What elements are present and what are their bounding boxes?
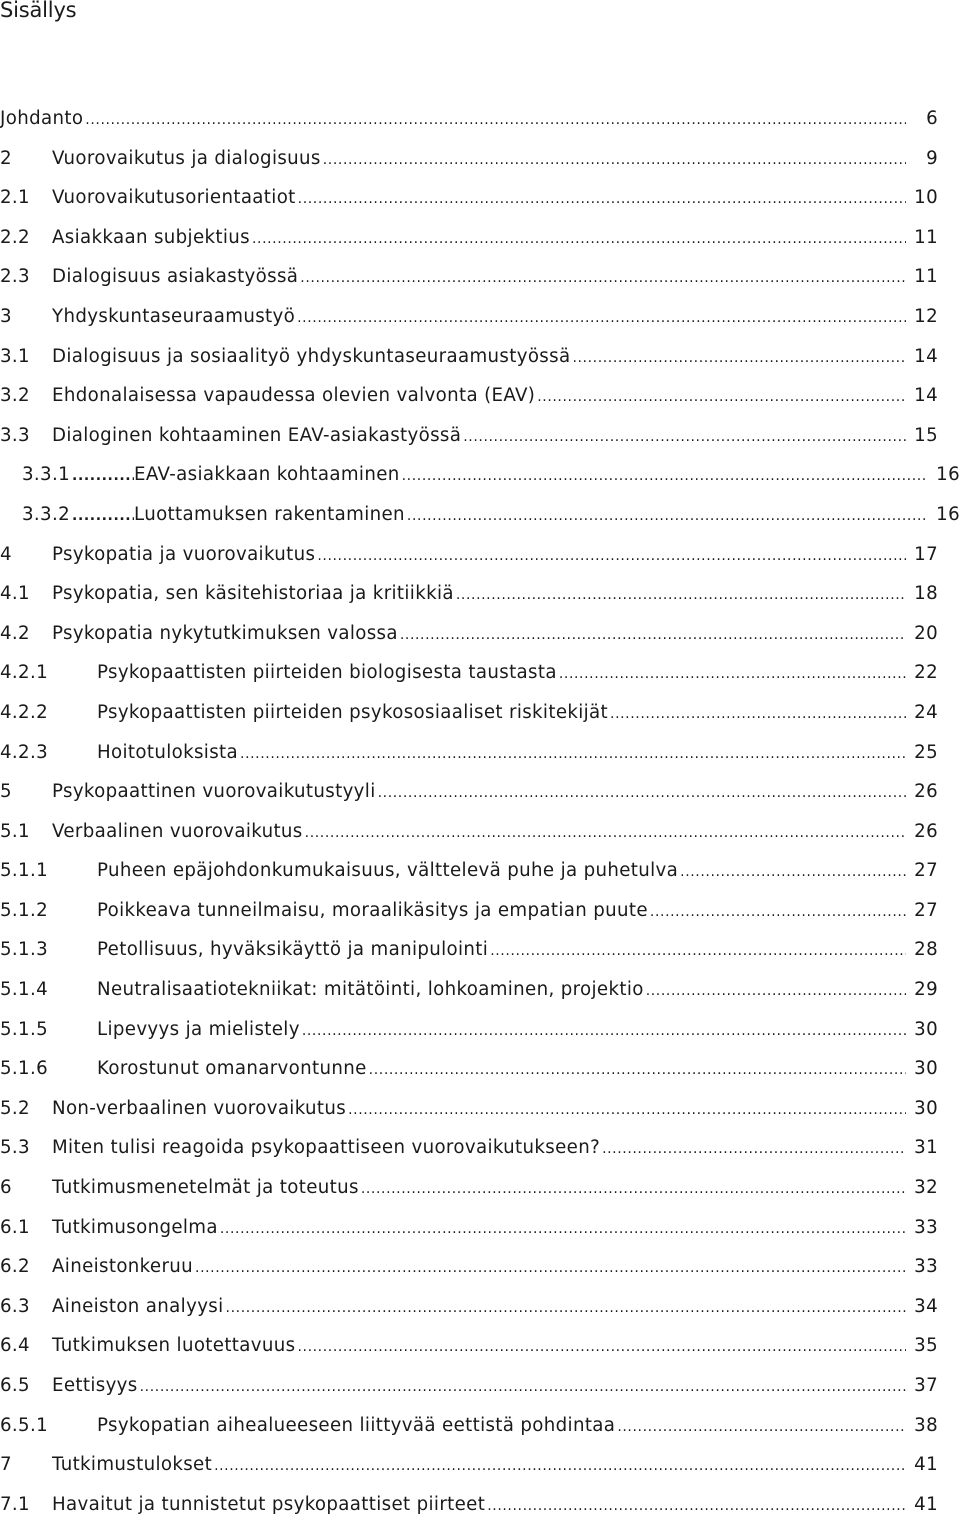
toc-leader-dots <box>220 1221 906 1237</box>
toc-entry-number: 7 <box>0 1454 12 1476</box>
toc-entry-page: 9 <box>926 147 938 169</box>
toc-entry-number: 4.1 <box>0 583 30 605</box>
toc-entry[interactable] <box>0 1256 938 1296</box>
toc-entry-label: Petollisuus, hyväksikäyttö ja manipulointi <box>97 939 489 961</box>
toc-entry[interactable] <box>0 1019 938 1059</box>
toc-entry[interactable] <box>0 266 938 306</box>
toc-leader-dots <box>537 389 906 405</box>
toc-entry[interactable] <box>0 306 938 346</box>
toc-entry-number: 3.3 <box>0 424 30 446</box>
toc-entry-page: 38 <box>914 1414 938 1436</box>
toc-entry-label: Asiakkaan subjektius <box>52 226 250 248</box>
toc-entry-label: Yhdyskuntaseuraamustyö <box>52 305 296 327</box>
toc-entry-number: 4.2 <box>0 622 30 644</box>
toc-entry[interactable] <box>0 544 938 584</box>
toc-entry[interactable] <box>0 742 938 782</box>
toc-entry-page: 16 <box>936 503 960 525</box>
toc-entry-page: 22 <box>914 662 938 684</box>
toc-entry-label: Psykopaattisten piirteiden biologisesta taustasta <box>97 662 557 684</box>
toc-entry-number: 2.3 <box>0 266 30 288</box>
toc-entry[interactable] <box>0 1217 938 1257</box>
toc-leader-dots <box>302 1023 906 1039</box>
toc-entry-page: 31 <box>914 1137 938 1159</box>
toc-entry[interactable] <box>0 702 938 742</box>
toc-leader-dots <box>252 231 906 247</box>
toc-entry-page: 29 <box>914 979 938 1001</box>
toc-leader-dots <box>195 1260 906 1276</box>
toc-entry-label: Neutralisaatiotekniikat: mitätöinti, lohkoaminen, projektio <box>97 979 644 1001</box>
toc-entry-label: Ehdonalaisessa vapaudessa olevien valvonta (EAV) <box>52 385 536 407</box>
toc-entry-label: Havaitut ja tunnistetut psykopaattiset piirteet <box>52 1493 486 1515</box>
toc-entry[interactable] <box>0 425 938 465</box>
toc-entry-number: 5.2 <box>0 1097 30 1119</box>
toc-entry-number: 5 <box>0 781 12 803</box>
toc-entry[interactable] <box>0 464 960 504</box>
toc-entry-page: 30 <box>914 1058 938 1080</box>
toc-entry-number: 4.2.1 <box>0 662 49 684</box>
toc-entry-number: 5.1.3 <box>0 939 49 961</box>
toc-entry-page: 41 <box>914 1493 938 1515</box>
toc-entry-number: 3.3.2 <box>22 503 71 525</box>
toc-entry-number: 3.3.1 <box>22 464 71 486</box>
toc-entry[interactable] <box>0 108 938 148</box>
toc-entry-label: Tutkimusmenetelmät ja toteutus <box>52 1177 359 1199</box>
toc-leader-dots <box>407 508 928 524</box>
toc-entry-page: 15 <box>914 424 938 446</box>
toc-entry-page: 11 <box>914 266 938 288</box>
toc-entry[interactable] <box>0 227 938 267</box>
toc-entry-page: 20 <box>914 622 938 644</box>
toc-entry[interactable] <box>0 1058 938 1098</box>
toc-leader-dots <box>348 1102 906 1118</box>
toc-leader-dots <box>240 746 906 762</box>
toc-entry-label: Dialogisuus ja sosiaalityö yhdyskuntaseuraamustyössä <box>52 345 571 367</box>
toc-entry-label: Non-verbaalinen vuorovaikutus <box>52 1097 347 1119</box>
toc-leader-dots <box>317 548 906 564</box>
toc-entry-number: 6.2 <box>0 1256 30 1278</box>
toc-entry-label: Psykopatia, sen käsitehistoriaa ja kritiikkiä <box>52 583 454 605</box>
toc-entry-label: Tutkimustulokset <box>52 1454 213 1476</box>
toc-entry-page: 16 <box>936 464 960 486</box>
toc-leader-dots <box>297 1339 906 1355</box>
toc-entry-number: 6.4 <box>0 1335 30 1357</box>
toc-entry-label: Psykopatian aihealueeseen liittyvää eettistä pohdintaa <box>97 1414 616 1436</box>
toc-leader-dots <box>487 1498 906 1514</box>
toc-entry-page: 18 <box>914 583 938 605</box>
toc-entry-number: 2.1 <box>0 187 30 209</box>
toc-leader-dots <box>226 1300 906 1316</box>
toc-entry-label: Miten tulisi reagoida psykopaattiseen vuorovaikutukseen? <box>52 1137 601 1159</box>
toc-entry-page: 34 <box>914 1295 938 1317</box>
toc-entry-page: 30 <box>914 1097 938 1119</box>
table-of-contents <box>0 108 960 1533</box>
toc-entry-number: 3.2 <box>0 385 30 407</box>
toc-entry-page: 41 <box>914 1454 938 1476</box>
toc-leader-dots <box>298 191 906 207</box>
toc-leader-dots <box>572 350 906 366</box>
toc-entry-label: Eettisyys <box>52 1375 138 1396</box>
toc-entry-number: 5.1.4 <box>0 979 49 1001</box>
toc-entry-number: 7.1 <box>0 1493 30 1515</box>
toc-entry[interactable] <box>0 1296 938 1336</box>
toc-entry[interactable] <box>0 939 938 979</box>
toc-entry-page: 27 <box>914 899 938 921</box>
toc-entry-label: Luottamuksen rakentaminen <box>134 503 405 525</box>
toc-entry[interactable] <box>0 1335 938 1375</box>
toc-entry-label: Vuorovaikutus ja dialogisuus <box>52 147 321 169</box>
toc-leader-dots <box>369 1062 906 1078</box>
toc-entry-page: 10 <box>914 187 938 209</box>
toc-entry[interactable] <box>0 662 938 702</box>
toc-entry-number: 5.1 <box>0 820 30 842</box>
toc-entry[interactable] <box>0 979 938 1019</box>
toc-entry-label: Lipevyys ja mielistely <box>97 1018 300 1040</box>
toc-entry-page: 33 <box>914 1216 938 1238</box>
toc-leader-dots <box>361 1181 906 1197</box>
toc-entry-page: 25 <box>914 741 938 763</box>
toc-leader-dots <box>300 270 906 286</box>
toc-entry-label: Tutkimusongelma <box>52 1216 218 1238</box>
toc-entry-page: 24 <box>914 701 938 723</box>
toc-entry[interactable] <box>0 623 938 663</box>
toc-entry-page: 17 <box>914 543 938 565</box>
toc-leader-dots <box>610 706 906 722</box>
toc-entry-page: 26 <box>914 781 938 803</box>
toc-entry-number: 4.2.2 <box>0 701 49 723</box>
toc-entry[interactable] <box>0 148 938 188</box>
toc-entry-number: 4.2.3 <box>0 741 49 763</box>
toc-leader-dots <box>214 1458 906 1474</box>
toc-leader-dots <box>602 1141 906 1157</box>
toc-entry-page: 37 <box>914 1375 938 1396</box>
toc-leader-dots <box>490 943 906 959</box>
toc-leader-dots <box>463 429 906 445</box>
toc-entry[interactable] <box>0 346 938 386</box>
toc-entry-label: Verbaalinen vuorovaikutus <box>52 820 303 842</box>
toc-entry-page: 6 <box>926 108 938 129</box>
toc-entry-number: 5.1.2 <box>0 899 49 921</box>
toc-leader-dots <box>297 310 906 326</box>
toc-entry-number: 6.5 <box>0 1375 30 1396</box>
toc-entry[interactable] <box>0 1098 938 1138</box>
toc-entry-number: 5.1.6 <box>0 1058 49 1080</box>
toc-entry-label: Psykopatia ja vuorovaikutus <box>52 543 316 565</box>
toc-entry-number: 6.1 <box>0 1216 30 1238</box>
toc-entry-number: 4 <box>0 543 12 565</box>
toc-entry[interactable] <box>0 385 938 425</box>
toc-entry-number: 3.1 <box>0 345 30 367</box>
toc-entry-number: 6.5.1 <box>0 1414 49 1436</box>
toc-entry-page: 14 <box>914 345 938 367</box>
toc-leader-dots <box>617 1419 906 1435</box>
toc-leader-dots <box>85 112 906 128</box>
toc-leader-dots <box>456 587 906 603</box>
toc-entry-label: EAV-asiakkaan kohtaaminen <box>134 464 400 486</box>
toc-entry[interactable] <box>0 781 938 821</box>
toc-leader-dots <box>650 904 906 920</box>
toc-entry[interactable] <box>0 187 938 227</box>
toc-entry-page: 30 <box>914 1018 938 1040</box>
toc-entry-page: 35 <box>914 1335 938 1357</box>
toc-entry-label: Psykopaattisten piirteiden psykososiaaliset riskitekijät <box>97 701 609 723</box>
toc-leader-dots <box>646 983 906 999</box>
toc-entry[interactable] <box>0 1375 938 1415</box>
toc-entry-number: 5.3 <box>0 1137 30 1159</box>
toc-entry-page: 32 <box>914 1177 938 1199</box>
toc-entry[interactable] <box>0 860 938 900</box>
toc-entry-label: Vuorovaikutusorientaatiot <box>52 187 296 209</box>
toc-entry-page: 27 <box>914 860 938 882</box>
toc-entry-page: 11 <box>914 226 938 248</box>
toc-leader-dots <box>559 666 906 682</box>
toc-entry[interactable] <box>0 1137 938 1177</box>
toc-leader-dots <box>402 468 928 484</box>
toc-entry-label: Dialogisuus asiakastyössä <box>52 266 299 288</box>
toc-entry[interactable] <box>0 583 938 623</box>
toc-entry-page: 33 <box>914 1256 938 1278</box>
toc-entry-label: Aineiston analyysi <box>52 1295 224 1317</box>
toc-entry-page: 14 <box>914 385 938 407</box>
toc-entry-label: Korostunut omanarvontunne <box>97 1058 367 1080</box>
toc-leader-dots <box>680 864 906 880</box>
toc-entry-number: 6 <box>0 1177 12 1199</box>
toc-entry-label: Poikkeava tunneilmaisu, moraalikäsitys ja empatian puute <box>97 899 648 921</box>
toc-entry[interactable] <box>0 1494 938 1533</box>
toc-entry-number: 2.2 <box>0 226 30 248</box>
toc-entry[interactable] <box>0 821 938 861</box>
toc-entry-page: 26 <box>914 820 938 842</box>
toc-entry-label: Puheen epäjohdonkumukaisuus, välttelevä puhe ja puhetulva <box>97 860 679 882</box>
toc-entry-label: Johdanto <box>0 108 84 129</box>
toc-entry-label: Dialoginen kohtaaminen EAV-asiakastyössä <box>52 424 462 446</box>
toc-entry-label: Tutkimuksen luotettavuus <box>52 1335 296 1357</box>
toc-leader-dots <box>72 468 134 484</box>
toc-entry[interactable] <box>0 900 938 940</box>
toc-leader-dots <box>72 508 134 524</box>
toc-entry[interactable] <box>0 1415 938 1455</box>
toc-entry-number: 5.1.5 <box>0 1018 49 1040</box>
toc-entry[interactable] <box>0 1177 938 1217</box>
toc-leader-dots <box>323 152 906 168</box>
toc-entry-label: Hoitotuloksista <box>97 741 239 763</box>
toc-leader-dots <box>305 825 906 841</box>
toc-entry[interactable] <box>0 1454 938 1494</box>
page-title: Sisällys <box>0 0 77 22</box>
toc-entry-page: 12 <box>914 305 938 327</box>
toc-entry-label: Psykopaattinen vuorovaikutustyyli <box>52 781 376 803</box>
toc-entry-number: 3 <box>0 305 12 327</box>
toc-leader-dots <box>378 785 906 801</box>
toc-entry-number: 2 <box>0 147 12 169</box>
toc-entry-label: Psykopatia nykytutkimuksen valossa <box>52 622 398 644</box>
toc-leader-dots <box>400 627 906 643</box>
toc-entry-page: 28 <box>914 939 938 961</box>
toc-leader-dots <box>140 1379 906 1395</box>
toc-entry-number: 5.1.1 <box>0 860 49 882</box>
toc-entry-number: 6.3 <box>0 1295 30 1317</box>
toc-entry-label: Aineistonkeruu <box>52 1256 194 1278</box>
toc-entry[interactable] <box>0 503 960 544</box>
